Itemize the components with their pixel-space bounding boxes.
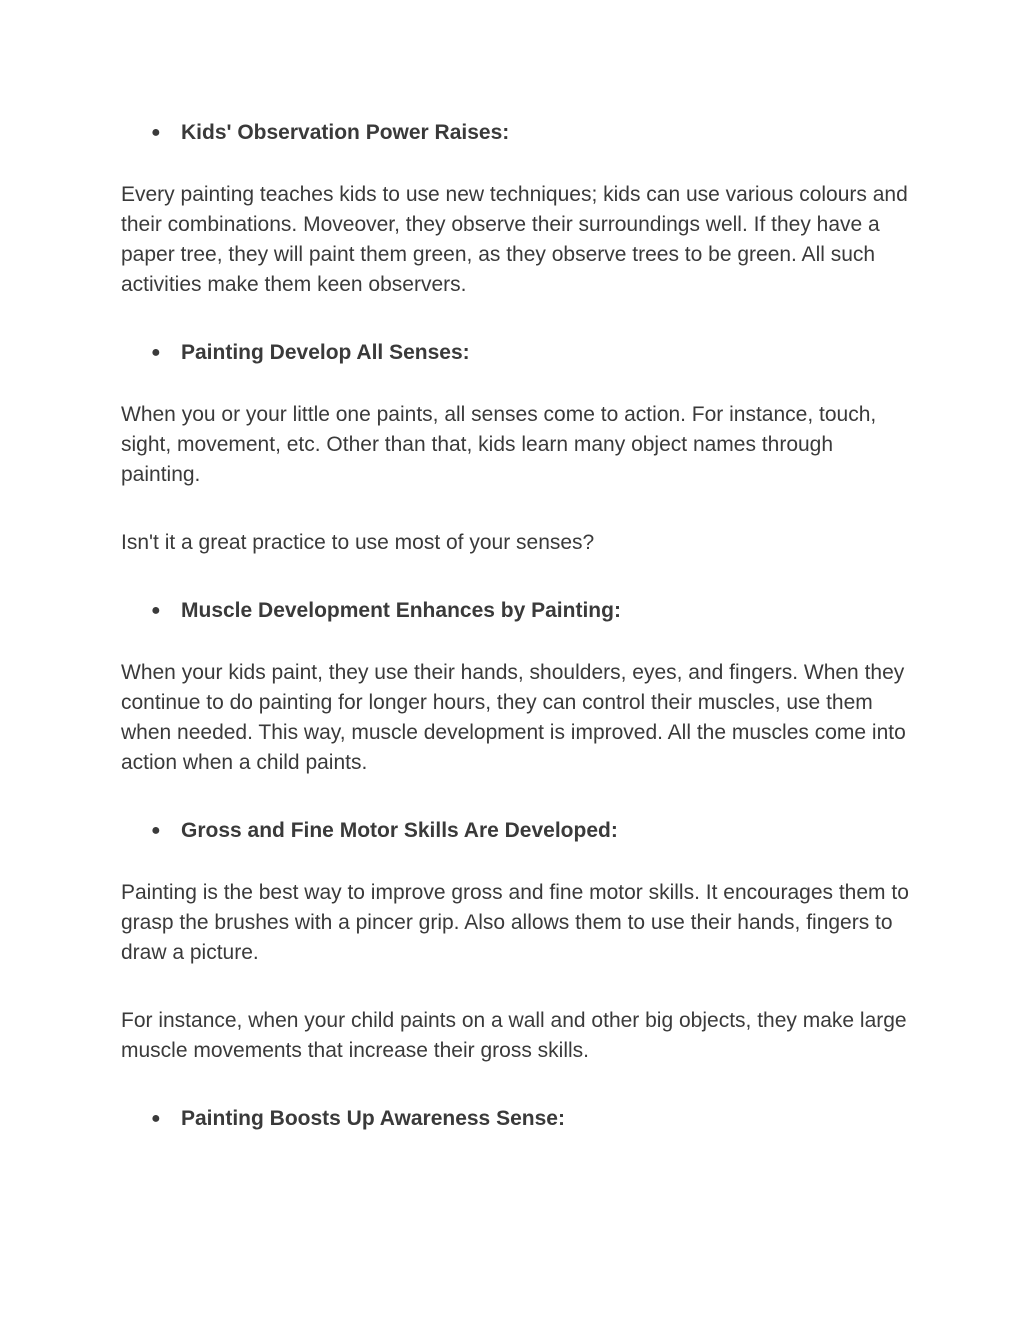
section-heading: [121, 118, 911, 148]
bullet-icon: ●: [151, 344, 161, 361]
section-heading: [121, 338, 911, 368]
body-paragraph: When your kids paint, they use their hands, shoulders, eyes, and fingers. When they continue to do painting for longer hours, they can control their muscles, use them when needed. This way, muscle development is improved. All the muscles come into action when a child paints.: [121, 661, 906, 774]
document-body: [121, 118, 911, 1134]
bullet-icon: ●: [151, 602, 161, 619]
bullet-icon: ●: [151, 822, 161, 839]
heading-text: Muscle Development Enhances by Painting:: [181, 599, 621, 622]
section-heading: [121, 596, 911, 626]
section-heading: [121, 1104, 911, 1134]
section-heading: [121, 816, 911, 846]
bullet-icon: ●: [151, 1110, 161, 1127]
body-paragraph: Isn't it a great practice to use most of your senses?: [121, 531, 595, 554]
heading-text: Gross and Fine Motor Skills Are Developed:: [181, 819, 618, 842]
heading-text: Painting Develop All Senses:: [181, 341, 470, 364]
body-paragraph: Every painting teaches kids to use new techniques; kids can use various colours and their combinations. Moveover, they observe their surroundings well. If they have a paper tree, they will paint them green, as they observe trees to be green. All such activities make them keen observers.: [121, 183, 908, 296]
body-paragraph: Painting is the best way to improve gross and fine motor skills. It encourages them to grasp the brushes with a pincer grip. Also allows them to use their hands, fingers to draw a picture.: [121, 881, 909, 964]
heading-text: Kids' Observation Power Raises:: [181, 121, 510, 144]
body-paragraph: When you or your little one paints, all senses come to action. For instance, touch, sight, movement, etc. Other than that, kids learn many object names through painting.: [121, 403, 877, 486]
heading-text: Painting Boosts Up Awareness Sense:: [181, 1107, 565, 1130]
body-paragraph: For instance, when your child paints on a wall and other big objects, they make large muscle movements that increase their gross skills.: [121, 1009, 907, 1062]
bullet-icon: ●: [151, 124, 161, 141]
